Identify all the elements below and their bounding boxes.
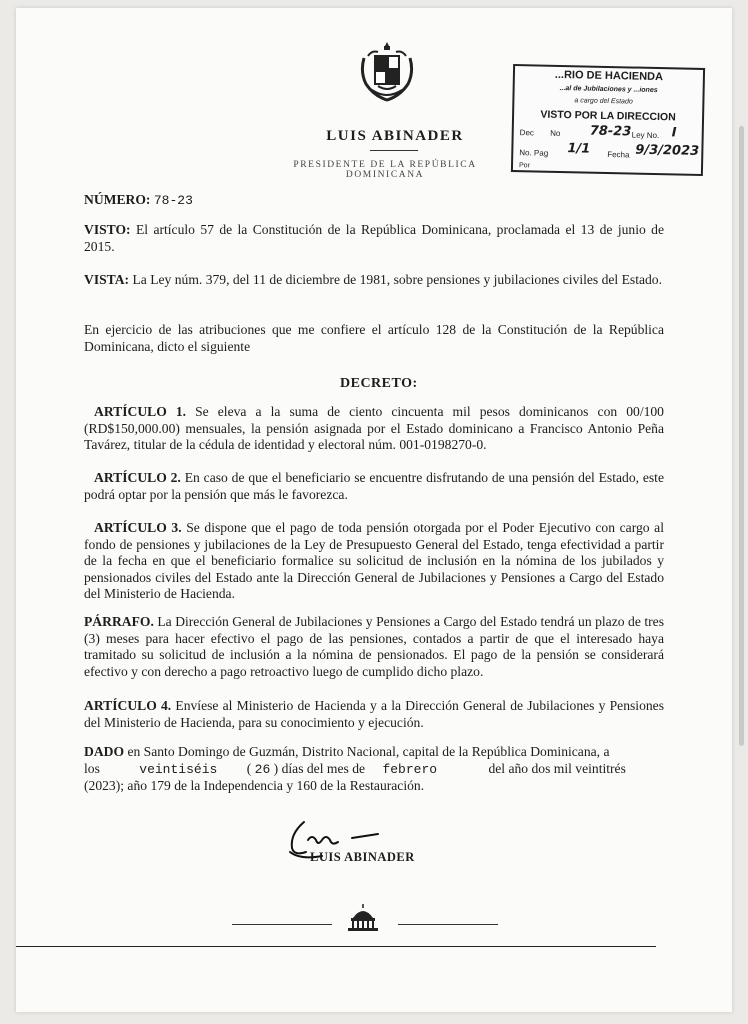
dado-dias: días del mes de — [281, 760, 366, 776]
article-2-label: ARTÍCULO 2. — [94, 470, 181, 485]
dado-year-text: del año dos mil veintitrés — [488, 760, 626, 776]
president-name: LUIS ABINADER — [326, 128, 464, 144]
vista-text: La Ley núm. 379, del 11 de diciembre de 1981, sobre pensiones y jubilaciones civiles del Estado. — [132, 272, 663, 287]
decreto-heading: DECRETO: — [340, 376, 418, 391]
ejercicio-paragraph: En ejercicio de las atribuciones que me confiere el artículo 128 de la Constitución de la República Dominicana, dicto el siguiente — [84, 322, 664, 354]
stamp-dec-number: 78-23 — [589, 123, 632, 140]
numero-line — [84, 192, 664, 210]
dado-text-2: (2023); año 179 de la Independencia y 160 de la Restauración. — [84, 778, 425, 793]
numero-label: NÚMERO: — [84, 192, 151, 207]
dado-los: los — [84, 760, 100, 776]
footer-divider-right — [398, 924, 498, 925]
dado-day-number: 26 — [254, 761, 271, 777]
stamp-ley-label: Ley No. — [631, 130, 660, 141]
dado-paren-close: ) — [273, 760, 279, 776]
article-3-label: ARTÍCULO 3. — [94, 520, 182, 535]
numero-value: 78-23 — [153, 193, 193, 208]
bottom-rule — [16, 946, 656, 947]
ministry-stamp — [511, 64, 705, 176]
stamp-no-label: No — [550, 128, 561, 139]
article-4 — [84, 698, 664, 731]
parrafo-label: PÁRRAFO. — [84, 614, 154, 629]
scrollbar[interactable] — [739, 126, 744, 746]
president-title: PRESIDENTE DE LA REPÚBLICA DOMINICANA — [293, 160, 477, 180]
dado-text-1: en Santo Domingo de Guzmán, Distrito Nacional, capital de la República Dominicana, a — [127, 744, 610, 759]
stamp-ley-number: I — [671, 125, 677, 141]
article-2-text: En caso de que el beneficiario se encuentre disfrutando de una pensión del Estado, este podrá optar por la pensión que más le favorezca. — [84, 470, 664, 502]
national-palace-icon — [345, 902, 381, 932]
stamp-por-label: Por — [518, 162, 531, 170]
stamp-pag-value: 1/1 — [567, 141, 591, 157]
article-4-text: Envíese al Ministerio de Hacienda y a la Dirección General de Jubilaciones y Pensiones del Ministerio de Hacienda, para su conocimiento y ejecución. — [84, 698, 665, 730]
article-4-label: ARTÍCULO 4. — [84, 698, 172, 713]
dado-label: DADO — [84, 744, 125, 759]
divider — [370, 150, 418, 151]
article-2 — [84, 470, 664, 503]
signer-name: LUIS ABINADER — [310, 850, 415, 864]
visto-text: El artículo 57 de la Constitución de la República Dominicana, proclamada el 13 de junio de 2015. — [84, 222, 664, 254]
visto-label: VISTO: — [84, 222, 131, 237]
stamp-line-1: ...RIO DE HACIENDA — [554, 68, 664, 84]
visto-paragraph — [84, 222, 664, 255]
article-1 — [84, 404, 664, 454]
coat-of-arms-icon — [356, 38, 418, 104]
article-3-text: Se dispone que el pago de toda pensión otorgada por el Poder Ejecutivo con cargo al fondo de pensiones y jubilaciones de la Ley de Presupuesto General del Estado, tenga efectividad a partir de la fecha en que el beneficiario formalice su solicitud de inclusión en la nómina de los jubilados y pensionados civiles del Estado ante la Dirección General de Jubilaciones y Pensiones a Cargo del Estado del Ministerio de Hacienda. — [84, 520, 664, 601]
parrafo-text: La Dirección General de Jubilaciones y Pensiones a Cargo del Estado tendrá un plazo de tres (3) meses para hacer efectivo el pago de las pensiones, contados a partir de que el interesado haya tramitado su solicitud de inclusión a la nómina de pensionados. El pago de la pensión se considerará efectivo y con derecho a pago retroactivo luego de cumplido dicho plazo. — [84, 614, 664, 679]
vista-paragraph — [84, 272, 664, 289]
stamp-row-pag — [519, 141, 700, 161]
stamp-line-2: ...al de Jubilaciones y ...iones — [559, 84, 658, 95]
dado-month: febrero — [382, 761, 438, 777]
stamp-row-dec — [519, 123, 696, 141]
dado-day-words: veintiséis — [139, 761, 218, 777]
article-1-text: Se eleva a la suma de ciento cincuenta mil pesos dominicanos con 00/100 (RD$150,000.00) mensuales, la pensión asignada por el Estado dominicano a Francisco Antonio Peña Tavárez, titular de la cédula de identidad y electoral núm. 001-0198270-0. — [84, 404, 664, 452]
article-3 — [84, 520, 664, 603]
stamp-fecha-label: Fecha — [607, 149, 630, 160]
footer-divider-left — [232, 924, 332, 925]
dado-paren-open: ( — [246, 760, 252, 776]
stamp-line-3: a cargo del Estado — [574, 97, 633, 106]
stamp-line-4: VISTO POR LA DIRECCION — [540, 108, 676, 124]
stamp-dec-label: Dec — [519, 128, 535, 138]
vista-label: VISTA: — [84, 272, 130, 287]
stamp-pag-label: No. Pag — [519, 148, 549, 158]
dado-paragraph — [84, 744, 664, 795]
stamp-fecha-value: 9/3/2023 — [635, 142, 700, 159]
parrafo — [84, 614, 664, 680]
article-1-label: ARTÍCULO 1. — [94, 404, 187, 419]
